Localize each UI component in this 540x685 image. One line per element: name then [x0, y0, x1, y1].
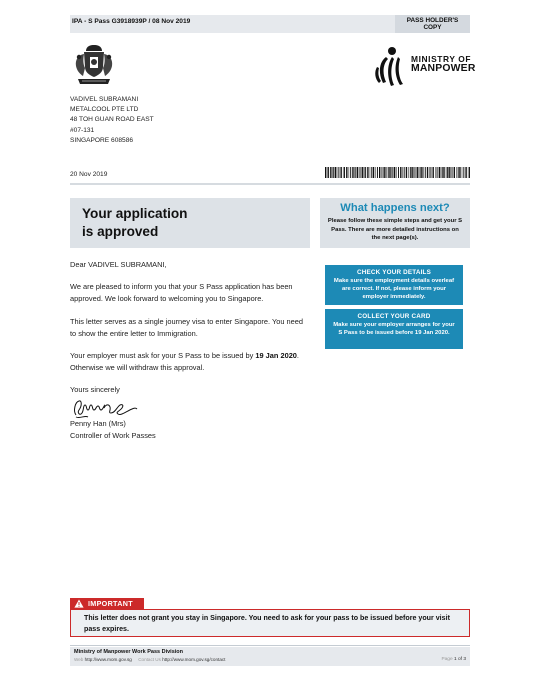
letter-body: [70, 259, 308, 397]
approval-title-line1: Your application: [82, 206, 188, 221]
important-tab: [70, 598, 144, 609]
copy-label-line2: COPY: [423, 24, 442, 32]
paragraph: We are pleased to inform you that your S Pass application has been approved. We look forward to welcoming you to Singapore.: [70, 282, 293, 304]
barcode-icon: [325, 167, 470, 178]
signatory: [70, 418, 156, 442]
footer-division: Ministry of Manpower Work Pass Division: [74, 649, 184, 655]
deadline-date: 19 Jan 2020: [255, 351, 297, 361]
signatory-name: Penny Han (Mrs): [70, 419, 126, 428]
footer-web-link[interactable]: http://www.mom.gov.sg: [84, 657, 132, 662]
mom-wordmark: [411, 54, 476, 74]
page-label: Page: [441, 657, 453, 662]
step-card-title: COLLECT YOUR CARD: [357, 313, 431, 320]
closing: Yours sincerely: [70, 385, 120, 395]
important-text: This letter does not grant you stay in Singapore. You need to ask for your pass to be issued before your visit pass expires.: [84, 614, 450, 633]
signatory-title: Controller of Work Passes: [70, 431, 156, 441]
address-line: VADIVEL SUBRAMANI: [70, 96, 139, 103]
step-card-check-details: [325, 265, 463, 305]
salutation: Dear VADIVEL SUBRAMANI,: [70, 260, 167, 269]
next-steps-description: Please follow these simple steps and get your S Pass. There are more detailed instructions on the next page(s).: [327, 218, 463, 242]
footer-web-label: Web: [74, 657, 84, 662]
paragraph-text: . Otherwise we will withdraw this approval.: [70, 351, 299, 373]
address-line: METALCOOL PTE LTD: [70, 106, 139, 114]
page-value: 1 of 3: [453, 657, 466, 662]
approval-banner: [70, 198, 310, 248]
recipient-address: [70, 95, 154, 146]
address-line: #07-131: [70, 126, 95, 134]
footer-links: [74, 657, 225, 662]
step-card-title: CHECK YOUR DETAILS: [356, 269, 432, 276]
footer-contact-link[interactable]: http://www.mom.gov.sg/contact: [162, 657, 226, 662]
approval-title: [82, 205, 232, 240]
page-number: [441, 657, 466, 662]
important-label: IMPORTANT: [88, 599, 133, 608]
mom-wordmark-line2: MANPOWER: [411, 63, 476, 74]
paragraph-text: Your employer must ask for your S Pass to be issued by: [70, 351, 256, 361]
signature-image: [70, 393, 140, 421]
footer-divider: [70, 645, 470, 646]
address-line: SINGAPORE 608586: [70, 136, 134, 144]
copy-label: [395, 15, 470, 33]
step-card-body: Make sure your employer arranges for your S Pass to be issued before 19 Jan 2020.: [333, 322, 455, 337]
address-line: 48 TOH GUAN ROAD EAST: [70, 116, 154, 124]
warning-icon: [74, 599, 84, 608]
copy-label-line1: PASS HOLDER'S: [406, 17, 459, 24]
paragraph-deadline: [70, 350, 308, 374]
mom-wordmark-line1: MINISTRY OF: [411, 54, 472, 64]
important-notice: [70, 609, 470, 637]
approval-title-line2: is approved: [82, 223, 159, 239]
singapore-crest-icon: [70, 42, 118, 88]
next-steps-panel: [320, 198, 470, 248]
next-steps-title: What happens next?: [340, 202, 450, 214]
application-reference: IPA - S Pass G3918939P / 08 Nov 2019: [72, 18, 191, 25]
paragraph: This letter serves as a single journey visa to enter Singapore. You need to show the entire letter to Immigration.: [70, 316, 303, 338]
footer: [70, 647, 470, 666]
step-card-collect-card: [325, 309, 463, 349]
step-card-body: Make sure the employment details overleaf are correct. If not, please inform your employer immediately.: [333, 278, 455, 301]
header-bar: [70, 15, 470, 33]
letter-date: 20 Nov 2019: [70, 171, 108, 178]
footer-contact-label: Contact Us: [138, 657, 161, 662]
divider: [70, 183, 470, 185]
